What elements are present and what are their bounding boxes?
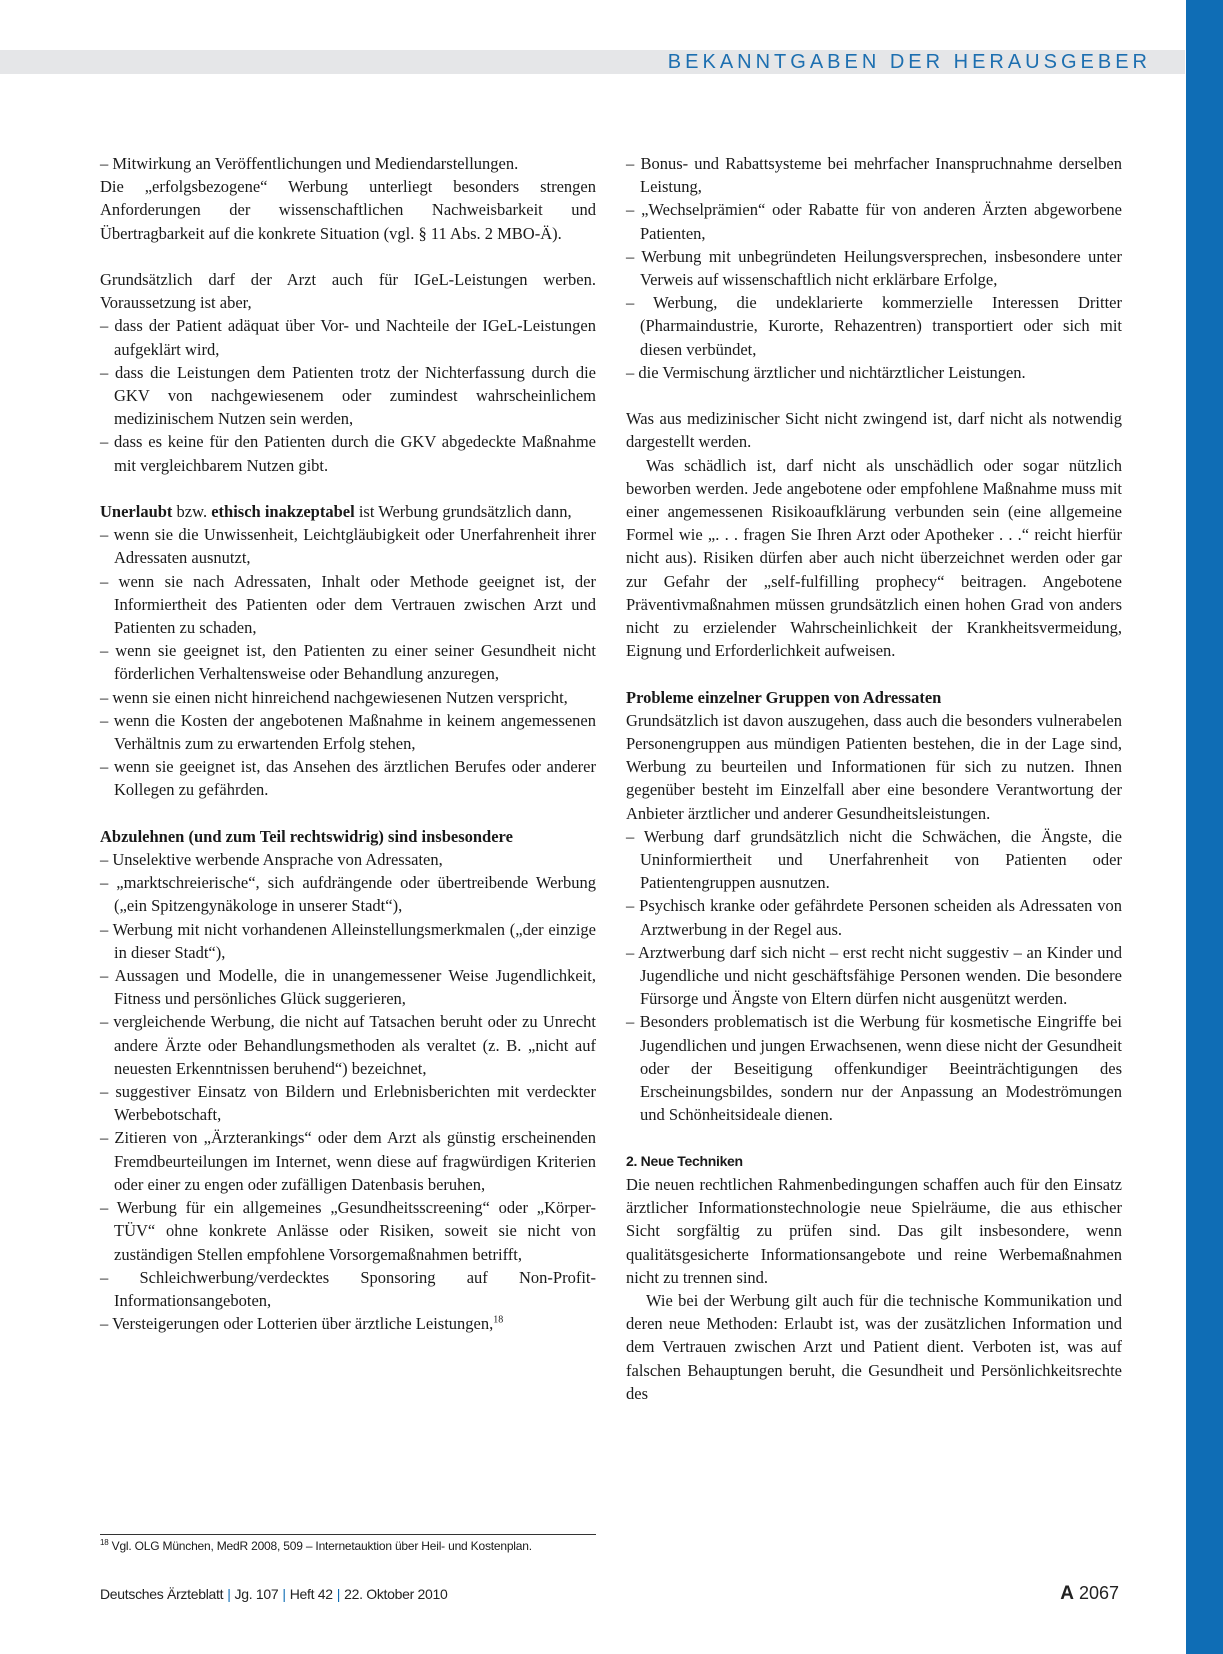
separator: | bbox=[282, 1586, 286, 1602]
bold-term: Unerlaubt bbox=[100, 502, 173, 522]
separator: | bbox=[336, 1586, 341, 1602]
list-item: – Unselektive werbende Ansprache von Adressaten, bbox=[100, 850, 443, 870]
list-item: – dass die Leistungen dem Patienten trotz der Nichterfassung durch die GKV von nachgewiesenem oder zumindest wahrscheinlichem medizinischem Nutzen sein werden, bbox=[100, 362, 596, 429]
list-item: – vergleichende Werbung, die nicht auf Tatsachen beruht oder zu Unrecht andere Ärzte oder Behandlungsmethoden als veraltet (z. B. „nicht auf neuesten Erkenntnissen beruhend“) bezeichnet, bbox=[100, 1012, 596, 1078]
list-item: – Bonus- und Rabattsysteme bei mehrfacher Inanspruchnahme derselben Leistung, bbox=[626, 154, 1122, 197]
paragraph: Die neuen rechtlichen Rahmenbedingungen schaffen auch für den Einsatz ärztlicher Informationstechnologie neue Spielräume, die aus ethischer Sicht sorgfältig zu prüfen sind. Das gilt insbesondere, wenn qualitätsgesicherte Informationsangebote und reine Werbemaßnahmen nicht zu trennen sind. bbox=[626, 1174, 1122, 1287]
list-item: – Zitieren von „Ärzterankings“ oder dem Arzt als günstig erscheinenden Fremdbeurteilungen im Internet, wenn diese auf fragwürdigen Kriterien oder einer zu engen oder zufälligen Datenbasis beruhen, bbox=[100, 1128, 596, 1194]
volume: Jg. 107 bbox=[234, 1586, 279, 1602]
paragraph: Grundsätzlich darf der Arzt auch für IGeL-Leistungen werben. Voraussetzung ist aber, bbox=[100, 270, 596, 313]
paragraph: Grundsätzlich ist davon auszugehen, dass auch die besonders vulnerabelen Personengruppen aus mündigen Patienten bestehen, die in der Lage sind, Werbung zu beurteilen und Informationen für sich zu nutzen. Ihnen gegenüber besteht im Einzelfall aber eine besondere Verantwortung der Anbieter ärztlicher und anderer Gesundheitsleistungen. bbox=[626, 710, 1122, 823]
list-item: – suggestiver Einsatz von Bildern und Erlebnisberichten mit verdeckter Werbebotschaft, bbox=[100, 1082, 596, 1125]
list-item: – Aussagen und Modelle, die in unangemessener Weise Jugendlichkeit, Fitness und persönliches Glück suggerieren, bbox=[100, 966, 596, 1009]
list-item: – wenn sie geeignet ist, den Patienten zu einer seiner Gesundheit nicht förderlichen Verhaltensweise oder Behandlung anzuregen, bbox=[100, 641, 596, 684]
subheading: Abzulehnen (und zum Teil rechtswidrig) sind insbesondere bbox=[100, 826, 513, 846]
list-item: – Werbung mit nicht vorhandenen Alleinstellungsmerkmalen („der einzige in dieser Stadt“), bbox=[100, 919, 596, 962]
issue: Heft 42 bbox=[289, 1586, 333, 1602]
paragraph: Die „erfolgsbezogene“ Werbung unterliegt besonders strengen Anforderungen der wissenschaftlichen Nachweisbarkeit und Übertragbarkeit auf die konkrete Situation (vgl. § 11 Abs. 2 MBO-Ä). bbox=[100, 177, 596, 243]
list-item: – wenn sie die Unwissenheit, Leichtgläubigkeit oder Unerfahrenheit ihrer Adressaten ausnutzt, bbox=[100, 525, 596, 568]
footnote-ref[interactable]: 18 bbox=[493, 1314, 504, 1326]
list-item: – Psychisch kranke oder gefährdete Personen scheiden als Adressaten von Arztwerbung in der Regel aus. bbox=[626, 896, 1122, 939]
footnote-number: 18 bbox=[100, 1538, 109, 1547]
list-item: – Werbung, die undeklarierte kommerzielle Interessen Dritter (Pharmaindustrie, Kurorte, Rehazentren) transportiert oder sich mit diesen verbündet, bbox=[626, 293, 1122, 359]
list-item: – Arztwerbung darf sich nicht – erst recht nicht suggestiv – an Kinder und Jugendliche und nicht geschäftsfähige Personen wenden. Die besondere Fürsorge und Ängste von Eltern dürfen nicht ausgenützt werden. bbox=[626, 942, 1122, 1009]
side-color-bar bbox=[1186, 0, 1223, 1654]
bold-term: ethisch inakzeptabel bbox=[211, 502, 355, 522]
paragraph: – Mitwirkung an Veröffentlichungen und Mediendarstellungen. bbox=[100, 154, 519, 173]
right-column bbox=[626, 152, 1122, 1405]
list-item: – Besonders problematisch ist die Werbung für kosmetische Eingriffe bei Jugendlichen und jungen Erwachsenen, wenn diese nicht der Gesundheit oder der Beseitigung offenkundiger Beeinträchtigungen des Erscheinungsbildes, sondern nur der Anpassung an Modeströmungen und Schönheitsideale dienen. bbox=[626, 1012, 1122, 1125]
list-item: – wenn sie geeignet ist, das Ansehen des ärztlichen Berufes oder anderer Kollegen zu gefährden. bbox=[100, 757, 596, 800]
paragraph-unerlaubt: Unerlaubt bzw. ethisch inakzeptabel ist Werbung grundsätzlich dann, bbox=[100, 502, 572, 522]
footnote-text: Vgl. OLG München, MedR 2008, 509 – Internetauktion über Heil- und Kostenplan. bbox=[111, 1539, 532, 1553]
paragraph: Wie bei der Werbung gilt auch für die technische Kommunikation und deren neue Methoden: Erlaubt ist, was der zusätzlichen Information und dem Vertrauen zwischen Arzt und Patient dient. Verboten ist, was auf falschen Behauptungen beruht, die Gesundheit und Persönlichkeitsrechte des bbox=[626, 1290, 1122, 1403]
list-item: – Werbung mit unbegründeten Heilungsversprechen, insbesondere unter Verweis auf wissenschaftlich nicht erklärbare Erfolge, bbox=[626, 246, 1122, 290]
list-item: – dass der Patient adäquat über Vor- und Nachteile der IGeL-Leistungen aufgeklärt wird, bbox=[100, 316, 596, 359]
journal-name: Deutsches Ärzteblatt bbox=[100, 1586, 224, 1602]
left-column bbox=[100, 152, 596, 1335]
list-item: – wenn sie einen nicht hinreichend nachgewiesenen Nutzen verspricht, bbox=[100, 687, 568, 707]
list-item: – Schleichwerbung/verdecktes Sponsoring auf Non-Profit-Informationsangeboten, bbox=[100, 1267, 596, 1310]
list-item: – „marktschreierische“, sich aufdrängende oder übertreibende Werbung („ein Spitzengynäkologe in unserer Stadt“), bbox=[100, 873, 596, 916]
list-item: – Versteigerungen oder Lotterien über ärztliche Leistungen,$^{18}$ bbox=[100, 1314, 504, 1334]
separator: | bbox=[227, 1586, 231, 1602]
list-item: – Werbung darf grundsätzlich nicht die Schwächen, die Ängste, die Uninformiertheit und Unerfahrenheit von Patienten oder Patientengruppen ausnutzen. bbox=[626, 826, 1122, 893]
issue-date: 22. Oktober 2010 bbox=[344, 1586, 448, 1602]
list-item: – Werbung für ein allgemeines „Gesundheitsscreening“ oder „Körper-TÜV“ ohne konkrete Anlässe oder Risiken, soweit sie nicht von zuständigen Stellen empfohlene Vorsorgemaßnahmen betrifft, bbox=[100, 1198, 596, 1264]
page-footer bbox=[100, 1585, 447, 1603]
section-heading: 2. Neue Techniken bbox=[626, 1152, 743, 1169]
footnote bbox=[100, 1538, 620, 1554]
list-item: – die Vermischung ärztlicher und nichtärztlicher Leistungen. bbox=[626, 362, 1026, 382]
list-item: – dass es keine für den Patienten durch die GKV abgedeckte Maßnahme mit vergleichbarem Nutzen gibt. bbox=[100, 432, 596, 475]
section-title: BEKANNTGABEN DER HERAUSGEBER bbox=[667, 51, 1151, 73]
footnote-divider bbox=[100, 1534, 596, 1535]
list-item: – wenn die Kosten der angebotenen Maßnahme in keinem angemessenen Verhältnis zum zu erwartenden Erfolg stehen, bbox=[100, 710, 596, 754]
list-item: – „Wechselprämien“ oder Rabatte für von anderen Ärzten abgeworbene Patienten, bbox=[626, 200, 1122, 243]
paragraph: Was schädlich ist, darf nicht als unschädlich oder sogar nützlich beworben werden. Jede angebotene oder empfohlene Maßnahme muss mit einer angemessenen Risikoaufklärung verbunden sein (eine allgemeine Formel wie „. . . fragen Sie Ihren Arzt oder Apotheker . . .“ reicht hierfür nicht aus). Risiken dürfen aber auch nicht überzeichnet werden oder gar zur Gefahr der „self-fulfilling prophecy“ beitragen. Angebotene Präventivmaßnahmen müssen grundsätzlich einen hohen Grad von anders nicht zu erzielender Wahrscheinlichkeit der Krankheitsvermeidung, Eignung und Erforderlichkeit aufweisen. bbox=[626, 455, 1122, 661]
page-number: A 2067 bbox=[1060, 1583, 1119, 1604]
list-item: – wenn sie nach Adressaten, Inhalt oder Methode geeignet ist, der Informiertheit des Patienten oder dem Vertrauen zwischen Arzt und Patienten zu schaden, bbox=[100, 571, 596, 638]
subheading: Probleme einzelner Gruppen von Adressaten bbox=[626, 687, 942, 707]
paragraph: Was aus medizinischer Sicht nicht zwingend ist, darf nicht als notwendig dargestellt werden. bbox=[626, 409, 1122, 452]
